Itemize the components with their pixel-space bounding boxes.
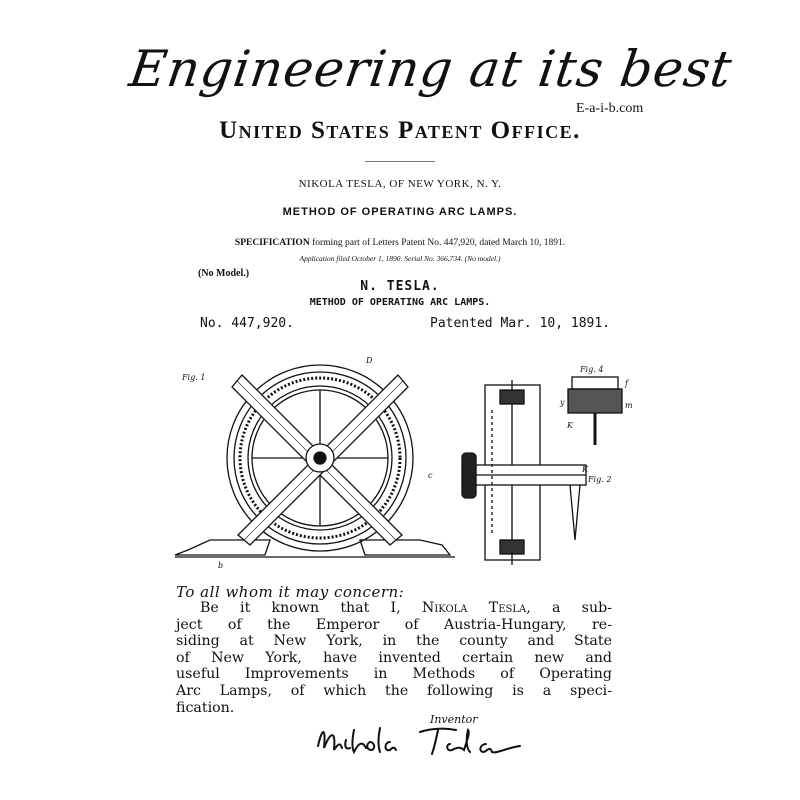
fig4-cap bbox=[572, 377, 618, 389]
label-y: y bbox=[560, 398, 565, 407]
body-line: siding at New York, in the county and State bbox=[176, 633, 612, 650]
fig2-label: Fig. 2 bbox=[588, 475, 612, 484]
patent-date: Patented Mar. 10, 1891. bbox=[430, 316, 611, 331]
inventor-label: Inventor bbox=[430, 713, 478, 726]
specification-body bbox=[176, 600, 612, 716]
body-line bbox=[176, 600, 612, 617]
no-model-note: (No Model.) bbox=[198, 268, 250, 279]
fig4-body bbox=[568, 389, 622, 413]
body-text-part: Be it known that I, bbox=[200, 600, 422, 616]
drawing-title: METHOD OF OPERATING ARC LAMPS. bbox=[309, 297, 491, 308]
label-m: m bbox=[625, 401, 633, 410]
site-url: E-a-i-b.com bbox=[576, 101, 644, 116]
inventor-name-caps: Nikola Tesla bbox=[421, 600, 527, 616]
drawing-inventor: N. TESLA. bbox=[360, 279, 440, 294]
fig2-blade bbox=[570, 485, 580, 540]
fig2-top-magnet bbox=[500, 390, 524, 404]
fig1-label: Fig. 1 bbox=[182, 373, 206, 382]
body-text-part: , a sub- bbox=[526, 600, 612, 616]
application-line: Application filed October 1, 1890. Serial No. 366,734. (No model.) bbox=[299, 254, 501, 263]
inventor-line: NIKOLA TESLA, OF NEW YORK, N. Y. bbox=[298, 178, 502, 190]
label-k4: K bbox=[567, 421, 573, 430]
body-line: ject of the Emperor of Austria-Hungary, re- bbox=[176, 616, 612, 633]
specification-line bbox=[150, 238, 650, 248]
body-line: of New York, have invented certain new and bbox=[176, 649, 612, 666]
fig1-base-left bbox=[175, 540, 270, 555]
label-d: D bbox=[366, 356, 373, 365]
method-title: METHOD OF OPERATING ARC LAMPS. bbox=[282, 206, 518, 218]
body-line: fication. bbox=[176, 699, 235, 716]
spec-text: forming part of Letters Patent No. 447,920, dated March 10, 1891. bbox=[309, 238, 566, 248]
fig1-drawing bbox=[175, 365, 455, 557]
label-c: c bbox=[428, 471, 433, 480]
fig4-drawing bbox=[568, 377, 622, 445]
patent-number: No. 447,920. bbox=[200, 316, 294, 331]
salutation: To all whom it may concern: bbox=[176, 583, 405, 601]
body-line: useful Improvements in Methods of Operating bbox=[176, 666, 612, 683]
patent-drawing bbox=[170, 350, 633, 575]
fig1-base-right bbox=[360, 540, 450, 555]
signature-image bbox=[310, 718, 530, 768]
body-line: Arc Lamps, of which the following is a speci- bbox=[176, 682, 612, 699]
site-title: Engineering at its best bbox=[125, 40, 736, 98]
patent-office-heading: United States Patent Office. bbox=[219, 117, 581, 144]
label-f: f bbox=[625, 379, 628, 388]
fig4-label: Fig. 4 bbox=[580, 365, 604, 374]
spec-prefix: SPECIFICATION bbox=[234, 238, 310, 248]
divider bbox=[365, 161, 435, 162]
fig1-axle bbox=[314, 452, 326, 464]
label-b: b bbox=[218, 561, 224, 570]
fig2-pulley bbox=[462, 453, 476, 498]
fig2-bottom-magnet bbox=[500, 540, 524, 554]
label-k: K bbox=[582, 465, 588, 474]
